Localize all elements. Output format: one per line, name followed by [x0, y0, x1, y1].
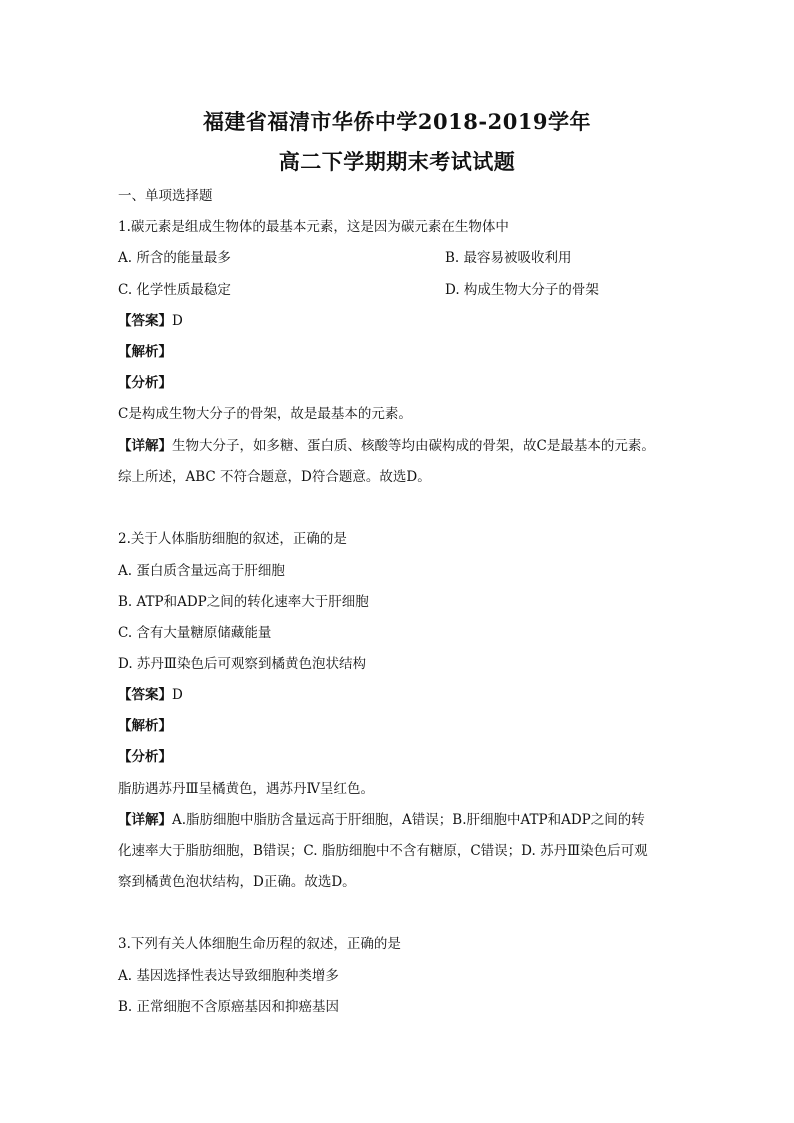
question-2-option-b: B. ATP和ADP之间的转化速率大于肝细胞	[118, 594, 369, 610]
question-2-stem: 2.关于人体脂肪细胞的叙述，正确的是	[118, 531, 347, 547]
document-title-line2: 高二下学期期末考试试题	[278, 149, 516, 174]
question-3-stem: 3.下列有关人体细胞生命历程的叙述，正确的是	[118, 936, 401, 952]
question-2-detail-line1	[118, 810, 645, 830]
question-1-detail-line1	[118, 436, 655, 456]
question-1-option-b: B. 最容易被吸收利用	[445, 250, 572, 266]
answer-value: D	[172, 687, 183, 703]
question-2-answer	[118, 685, 183, 705]
detail-tag: 【详解】	[118, 438, 172, 454]
question-1-detail-line2: 综上所述，ABC 不符合题意，D符合题意。故选D。	[118, 469, 431, 485]
answer-tag: 【答案】	[118, 687, 172, 703]
detail-text: A.脂肪细胞中脂肪含量远高于肝细胞，A错误；B.肝细胞中ATP和ADP之间的转	[172, 812, 645, 828]
section-heading: 一、单项选择题	[118, 188, 213, 204]
detail-text: 生物大分子，如多糖、蛋白质、核酸等均由碳构成的骨架，故C是最基本的元素。	[172, 438, 655, 454]
question-3-option-b: B. 正常细胞不含原癌基因和抑癌基因	[118, 999, 340, 1015]
question-2-option-d: D. 苏丹Ⅲ染色后可观察到橘黄色泡状结构	[118, 656, 366, 672]
question-1-jiexi-tag: 【解析】	[118, 344, 172, 360]
question-1-fenxi-tag: 【分析】	[118, 375, 172, 391]
question-1-answer	[118, 311, 183, 331]
question-2-fenxi: 脂肪遇苏丹Ⅲ呈橘黄色，遇苏丹Ⅳ呈红色。	[118, 781, 375, 797]
question-1-option-c: C. 化学性质最稳定	[118, 282, 231, 298]
question-2-detail-line3: 察到橘黄色泡状结构，D正确。故选D。	[118, 874, 356, 890]
question-1-fenxi: C是构成生物大分子的骨架，故是最基本的元素。	[118, 406, 412, 422]
question-2-option-c: C. 含有大量糖原储藏能量	[118, 625, 272, 641]
question-1-option-a: A. 所含的能量最多	[118, 250, 231, 266]
question-2-jiexi-tag: 【解析】	[118, 718, 172, 734]
question-3-option-a: A. 基因选择性表达导致细胞种类增多	[118, 968, 339, 984]
question-2-fenxi-tag: 【分析】	[118, 749, 172, 765]
question-2-detail-line2: 化速率大于脂肪细胞，B错误；C. 脂肪细胞中不含有糖原，C错误；D. 苏丹Ⅲ染色后可观	[118, 843, 648, 859]
question-1-stem: 1.碳元素是组成生物体的最基本元素，这是因为碳元素在生物体中	[118, 219, 509, 235]
question-1-option-d: D. 构成生物大分子的骨架	[445, 282, 599, 298]
detail-tag: 【详解】	[118, 812, 172, 828]
answer-tag: 【答案】	[118, 313, 172, 329]
document-title-line1: 福建省福清市华侨中学2018-2019学年	[202, 109, 592, 134]
question-2-option-a: A. 蛋白质含量远高于肝细胞	[118, 563, 285, 579]
answer-value: D	[172, 313, 183, 329]
